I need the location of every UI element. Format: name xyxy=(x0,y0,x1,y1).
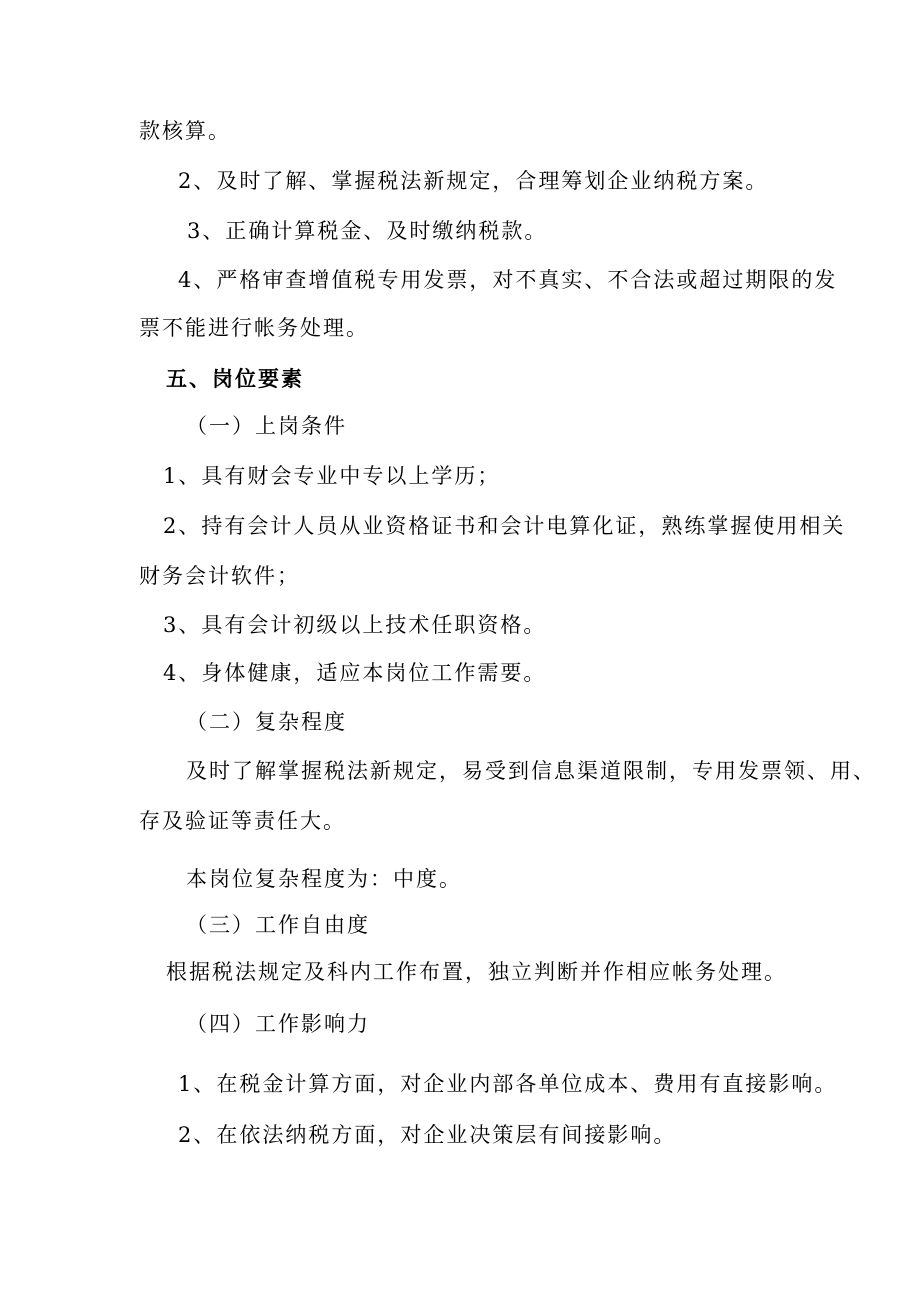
text-line: 2、在依法纳税方面，对企业决策层有间接影响。 xyxy=(178,1123,677,1147)
text-line: 票不能进行帐务处理。 xyxy=(139,316,369,340)
text-line: 2、持有会计人员从业资格证书和会计电算化证，熟练掌握使用相关 xyxy=(163,514,846,538)
text-line: 4、身体健康，适应本岗位工作需要。 xyxy=(163,661,547,685)
text-line: 3、正确计算税金、及时缴纳税款。 xyxy=(187,219,548,243)
section-heading: 五、岗位要素 xyxy=(166,366,304,391)
text-line: 本岗位复杂程度为：中度。 xyxy=(186,867,462,891)
subsection-heading: （二）复杂程度 xyxy=(186,710,347,734)
text-line: 1、具有财会专业中专以上学历； xyxy=(163,464,501,488)
text-line: 4、严格审查增值税专用发票，对不真实、不合法或超过期限的发 xyxy=(178,268,838,292)
text-line: 1、在税金计算方面，对企业内部各单位成本、费用有直接影响。 xyxy=(178,1072,838,1096)
text-line: 存及验证等责任大。 xyxy=(139,809,346,833)
text-line: 3、具有会计初级以上技术任职资格。 xyxy=(163,613,547,637)
text-line: 财务会计软件； xyxy=(139,564,300,588)
text-line: 2、及时了解、掌握税法新规定，合理筹划企业纳税方案。 xyxy=(178,169,769,193)
text-line: 款核算。 xyxy=(139,119,231,143)
subsection-heading: （三）工作自由度 xyxy=(186,913,370,937)
text-line: 及时了解掌握税法新规定，易受到信息渠道限制，专用发票领、用、 xyxy=(186,759,876,783)
subsection-heading: （四）工作影响力 xyxy=(186,1012,370,1036)
text-line: 根据税法规定及科内工作布置，独立判断并作相应帐务处理。 xyxy=(166,960,787,984)
subsection-heading: （一）上岗条件 xyxy=(186,414,347,438)
